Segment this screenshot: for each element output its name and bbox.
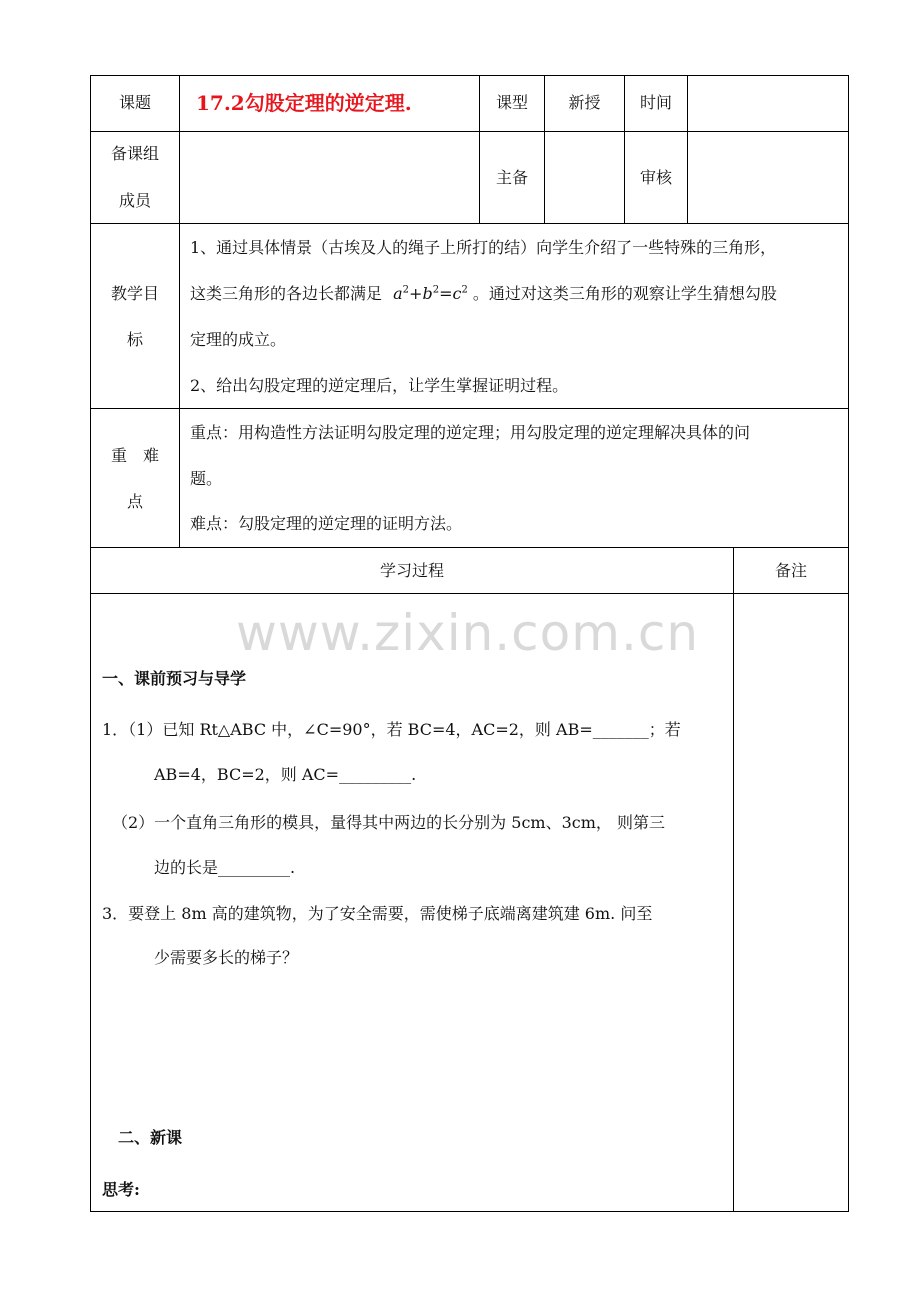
lesson-type-value: 新授 xyxy=(568,93,601,112)
keypoint-line-1: 重点：用构造性方法证明勾股定理的逆定理；用勾股定理的逆定理解决具体的问 xyxy=(190,423,751,442)
objective-line-2-post: 。通过对这类三角形的观察让学生猜想勾股 xyxy=(472,284,777,303)
subject-label: 课题 xyxy=(118,93,151,112)
lead-label: 主备 xyxy=(495,168,528,187)
table-rule-row1 xyxy=(90,131,849,132)
objective-line-3: 定理的成立。 xyxy=(190,330,287,349)
table-rule-right xyxy=(848,75,849,1212)
table-rule-label-col xyxy=(179,75,180,548)
table-rule-bottom xyxy=(90,1211,849,1212)
question-1b-line-1: （2）一个直角三角形的模具，量得其中两边的长分别为 5cm、3cm， 则第三 xyxy=(112,813,665,832)
table-rule-row3 xyxy=(90,408,849,409)
table-rule-row4 xyxy=(90,547,849,548)
table-rule-row2 xyxy=(90,223,849,224)
table-rule-row5 xyxy=(90,593,849,594)
question-1-line-2: AB=4，BC=2，则 AC=_________. xyxy=(154,765,417,784)
process-header: 学习过程 xyxy=(379,561,444,580)
pythagorean-formula: $a^2+b^2=c^2$ xyxy=(393,284,468,303)
objective-line-2-pre: 这类三角形的各边长都满足 xyxy=(190,284,383,303)
table-rule-left xyxy=(90,75,91,1212)
lesson-title: 17.2勾股定理的逆定理. xyxy=(196,91,412,115)
question-3-line-1: 3．要登上 8m 高的建筑物，为了安全需要，需使梯子底端离建筑建 6m. 问至 xyxy=(102,904,653,923)
time-label: 时间 xyxy=(639,93,672,112)
remarks-header: 备注 xyxy=(774,561,807,580)
review-label: 审核 xyxy=(639,168,672,187)
objectives-label-line2: 标 xyxy=(126,330,143,349)
objective-line-2 xyxy=(190,284,777,304)
question-1-line-1: 1．（1）已知 Rt△ABC 中，∠C=90°，若 BC=4，AC=2，则 AB=_______；若 xyxy=(102,720,681,739)
table-rule-remarks-col xyxy=(733,547,734,1212)
table-rule-top xyxy=(90,75,849,76)
lesson-type-label: 课型 xyxy=(495,93,528,112)
objective-line-1: 1、通过具体情景（古埃及人的绳子上所打的结）向学生介绍了一些特殊的三角形， xyxy=(190,238,777,257)
question-1b-line-2: 边的长是_________. xyxy=(154,858,296,877)
group-label-line1: 备课组 xyxy=(110,144,159,163)
objective-line-4: 2、给出勾股定理的逆定理后，让学生掌握证明过程。 xyxy=(190,376,569,395)
section-preview-heading: 一、课前预习与导学 xyxy=(102,669,247,688)
keypoints-label-line2: 点 xyxy=(126,492,143,511)
group-label-line2: 成员 xyxy=(118,191,151,210)
table-rule-col6 xyxy=(687,75,688,224)
keypoints-label-line1: 重 难 xyxy=(110,446,159,465)
think-label: 思考: xyxy=(102,1180,140,1199)
section-new-lesson-heading: 二、新课 xyxy=(118,1128,183,1147)
watermark: www.zixin.com.cn xyxy=(236,604,700,662)
objectives-label-line1: 教学目 xyxy=(110,284,159,303)
keypoint-line-3: 难点：勾股定理的逆定理的证明方法。 xyxy=(190,514,463,533)
question-3-line-2: 少需要多长的梯子？ xyxy=(154,948,299,967)
keypoint-line-2: 题。 xyxy=(190,469,223,488)
